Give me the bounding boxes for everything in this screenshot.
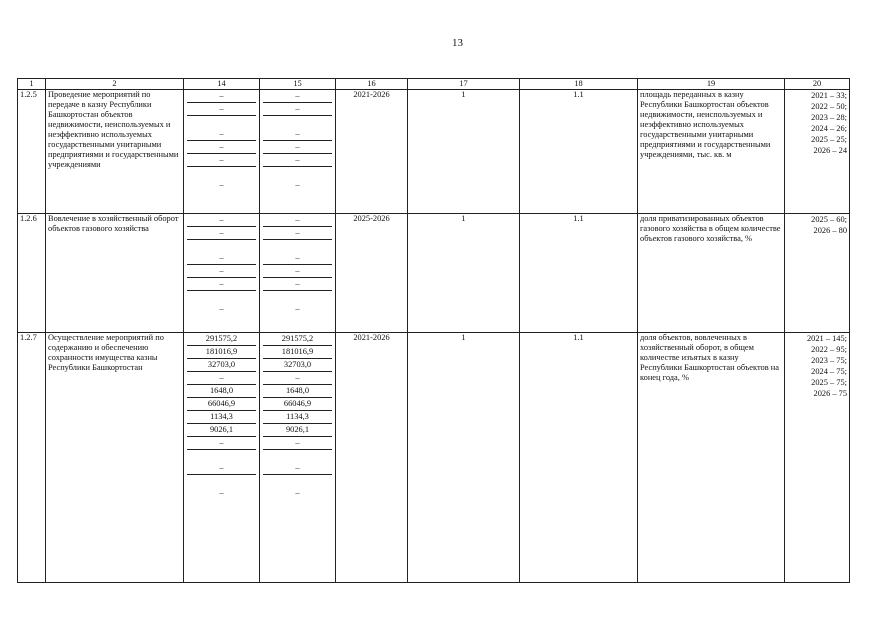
target-value: 2026 – 24 xyxy=(813,146,847,155)
col-14-values-value: – xyxy=(187,214,256,227)
col-15-values-value: – xyxy=(295,304,300,313)
col-14-values-value: – xyxy=(187,141,256,154)
row-col17 xyxy=(408,90,520,214)
program-table xyxy=(17,78,850,583)
col-14-values xyxy=(184,90,260,214)
row-name-text: Вовлечение в хозяйственный оборот объектов газового хозяйства xyxy=(48,214,179,233)
col-15-values-value: 181016,9 xyxy=(263,346,332,359)
row-period xyxy=(336,333,408,583)
header-col-17: 17 xyxy=(408,79,520,90)
col-14-values xyxy=(184,214,260,333)
col-14-values-value xyxy=(187,450,256,462)
col-15-values-value: – xyxy=(263,278,332,291)
col-14-values-value: – xyxy=(187,437,256,450)
col-14-values-value xyxy=(187,167,256,179)
col-15-values-value: – xyxy=(263,437,332,450)
col-15-values-value: 32703,0 xyxy=(263,359,332,372)
col-15-values-value: – xyxy=(263,265,332,278)
col-14-values-value: – xyxy=(187,462,256,475)
row-id-text: 1.2.6 xyxy=(20,214,37,223)
target-value: 2024 – 75; xyxy=(811,367,847,376)
col-15-values-value: 1134,3 xyxy=(263,411,332,424)
col-14-values-value xyxy=(187,116,256,128)
col-15-values xyxy=(260,214,336,333)
col-15-values-value: – xyxy=(295,488,300,497)
row-indicator-text: доля объектов, вовлеченных в хозяйственный оборот, в общем количестве изъятых в казну Республики Башкортостан объектов на конец года, % xyxy=(640,333,779,382)
col-15-values-value: – xyxy=(263,141,332,154)
col-15-values xyxy=(260,333,336,583)
target-value: 2026 – 80 xyxy=(813,226,847,235)
row-targets xyxy=(785,214,850,333)
col-15-values-value: – xyxy=(263,372,332,385)
col-15-values-value: 9026,1 xyxy=(263,424,332,437)
row-period-text: 2021-2026 xyxy=(353,90,390,99)
page-number: 13 xyxy=(452,37,463,49)
col-14-values-value: – xyxy=(187,372,256,385)
col-15-values-value xyxy=(263,291,332,303)
target-value: 2021 – 145; xyxy=(806,334,847,343)
col-15-values-value xyxy=(263,167,332,179)
col-14-values-value: – xyxy=(187,90,256,103)
row-col17 xyxy=(408,214,520,333)
header-col-14: 14 xyxy=(184,79,260,90)
col-14-values-value: – xyxy=(187,252,256,265)
col-14-values-value: 1648,0 xyxy=(187,385,256,398)
row-name xyxy=(46,90,184,214)
row-id xyxy=(18,90,46,214)
header-col-1: 1 xyxy=(18,79,46,90)
row-name-text: Осуществление мероприятий по содержанию и обеспечению сохранности имущества казны Республики Башкортостан xyxy=(48,333,164,372)
header-col-2: 2 xyxy=(46,79,184,90)
target-value: 2021 – 33; xyxy=(811,91,847,100)
target-value: 2023 – 75; xyxy=(811,356,847,365)
target-value: 2025 – 25; xyxy=(811,135,847,144)
col-15-values-value: 291575,2 xyxy=(263,333,332,346)
col-15-values-value xyxy=(263,240,332,252)
table-row xyxy=(18,90,850,214)
col-14-values-value: 1134,3 xyxy=(187,411,256,424)
row-col17-text: 1 xyxy=(461,90,466,99)
row-id xyxy=(18,214,46,333)
row-period-text: 2025-2026 xyxy=(353,214,390,223)
col-14-values xyxy=(184,333,260,583)
header-col-18: 18 xyxy=(520,79,638,90)
table-row xyxy=(18,333,850,583)
col-15-values-value: – xyxy=(263,227,332,240)
col-15-values-value: – xyxy=(263,154,332,167)
header-col-20: 20 xyxy=(785,79,850,90)
row-id-text: 1.2.7 xyxy=(20,333,37,342)
col-15-values-value xyxy=(263,450,332,462)
row-indicator-text: площадь переданных в казну Республики Башкортостан объектов недвижимости, неиспользуемых и неэффективно используемых государственными унитарными предприятиями и государственными учреждениями, тыс. кв. м xyxy=(640,90,771,159)
table-row xyxy=(18,214,850,333)
col-14-values-value: – xyxy=(187,154,256,167)
row-period-text: 2021-2026 xyxy=(353,333,390,342)
row-indicator-text: доля приватизированных объектов газового хозяйства в общем количестве объектов газового хозяйства, % xyxy=(640,214,781,243)
col-14-values-value: 181016,9 xyxy=(187,346,256,359)
col-14-values-value: – xyxy=(187,128,256,141)
row-name xyxy=(46,333,184,583)
row-targets xyxy=(785,90,850,214)
col-14-values-value xyxy=(187,291,256,303)
col-14-values-value xyxy=(187,240,256,252)
row-period xyxy=(336,214,408,333)
col-14-values-value: 291575,2 xyxy=(187,333,256,346)
header-row xyxy=(18,79,850,90)
col-15-values-value: 66046,9 xyxy=(263,398,332,411)
col-14-values-value: – xyxy=(219,180,224,189)
col-15-values-value xyxy=(263,475,332,487)
row-col17 xyxy=(408,333,520,583)
row-name-text: Проведение мероприятий по передаче в казну Республики Башкортостан объектов недвижимости, неиспользуемых и неэффективно используемых государственными унитарными предприятиями и государственными учреждениями xyxy=(48,90,179,169)
col-15-values-value: – xyxy=(263,462,332,475)
col-15-values xyxy=(260,90,336,214)
col-14-values-value xyxy=(187,475,256,487)
target-value: 2024 – 26; xyxy=(811,124,847,133)
target-value: 2026 – 75 xyxy=(813,389,847,398)
col-14-values-value: – xyxy=(187,265,256,278)
col-14-values-value: – xyxy=(219,304,224,313)
row-col18-text: 1.1 xyxy=(573,333,584,342)
row-id-text: 1.2.5 xyxy=(20,90,37,99)
row-col18 xyxy=(520,90,638,214)
col-15-values-value: – xyxy=(263,90,332,103)
row-period xyxy=(336,90,408,214)
row-col18 xyxy=(520,333,638,583)
row-col17-text: 1 xyxy=(461,333,466,342)
col-15-values-value xyxy=(263,116,332,128)
col-15-values-value: – xyxy=(263,128,332,141)
target-value: 2022 – 50; xyxy=(811,102,847,111)
col-14-values-value: – xyxy=(219,488,224,497)
col-15-values-value: – xyxy=(295,180,300,189)
row-indicator xyxy=(638,214,785,333)
row-indicator xyxy=(638,90,785,214)
col-15-values-value: – xyxy=(263,252,332,265)
row-col17-text: 1 xyxy=(461,214,466,223)
target-value: 2023 – 28; xyxy=(811,113,847,122)
row-id xyxy=(18,333,46,583)
target-value: 2022 – 95; xyxy=(811,345,847,354)
target-value: 2025 – 60; xyxy=(811,215,847,224)
row-name xyxy=(46,214,184,333)
row-indicator xyxy=(638,333,785,583)
col-14-values-value: – xyxy=(187,227,256,240)
col-14-values-value: 32703,0 xyxy=(187,359,256,372)
header-col-15: 15 xyxy=(260,79,336,90)
row-col18-text: 1.1 xyxy=(573,90,584,99)
col-15-values-value: 1648,0 xyxy=(263,385,332,398)
col-15-values-value: – xyxy=(263,103,332,116)
col-14-values-value: – xyxy=(187,278,256,291)
header-col-16: 16 xyxy=(336,79,408,90)
col-14-values-value: – xyxy=(187,103,256,116)
col-15-values-value: – xyxy=(263,214,332,227)
row-col18-text: 1.1 xyxy=(573,214,584,223)
target-value: 2025 – 75; xyxy=(811,378,847,387)
row-targets xyxy=(785,333,850,583)
header-col-19: 19 xyxy=(638,79,785,90)
col-14-values-value: 9026,1 xyxy=(187,424,256,437)
col-14-values-value: 66046,9 xyxy=(187,398,256,411)
row-col18 xyxy=(520,214,638,333)
